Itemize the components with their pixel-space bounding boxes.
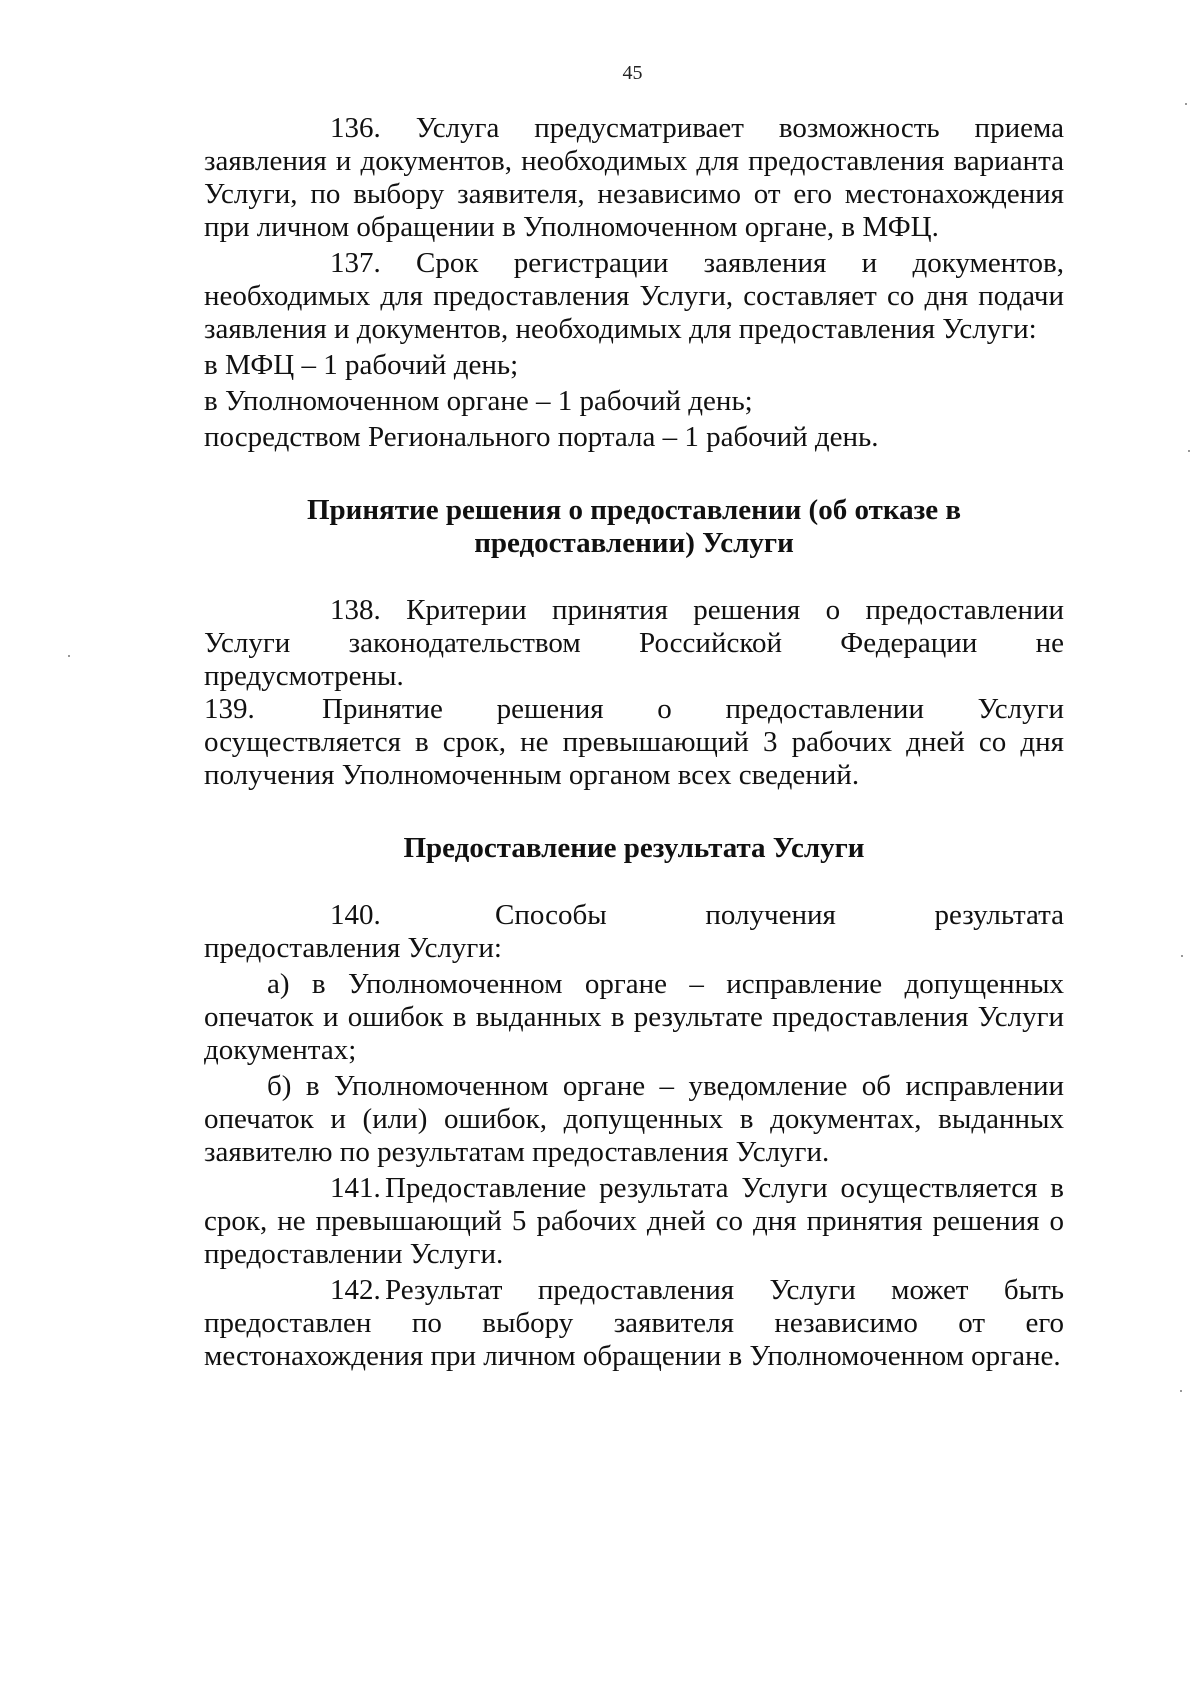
- list-item-portal: посредством Регионального портала – 1 рабочий день.: [204, 421, 879, 453]
- paragraph-number: 137.: [330, 247, 381, 279]
- paragraph-number: 140.: [330, 899, 381, 931]
- paragraph-136: [204, 112, 1064, 244]
- paragraph-138: [204, 594, 1064, 693]
- paragraph-number: 138.: [330, 594, 381, 626]
- paragraph-number: 141.: [330, 1172, 381, 1204]
- scan-speck: [1185, 103, 1187, 105]
- list-item-a: а) в Уполномоченном органе – исправление допущенных опечаток и ошибок в выданных в результате предоставления Услуги документах;: [204, 968, 1064, 1066]
- paragraph-text: Способы получения результата предоставления Услуги:: [204, 899, 1064, 964]
- paragraph-142: [204, 1274, 1064, 1373]
- paragraph-text: Результат предоставления Услуги может быть предоставлен по выбору заявителя независимо от его местонахождения при личном обращении в Уполномоченном органе.: [204, 1274, 1064, 1372]
- scan-speck: [1188, 450, 1190, 452]
- paragraph-text: Предоставление результата Услуги осуществляется в срок, не превышающий 5 рабочих дней со дня принятия решения о предоставлении Услуги.: [204, 1172, 1064, 1270]
- list-item-authority: в Уполномоченном органе – 1 рабочий день;: [204, 385, 753, 417]
- paragraph-number: 142.: [330, 1274, 381, 1306]
- paragraph-number: 136.: [330, 112, 381, 144]
- paragraph-141: [204, 1172, 1064, 1271]
- page-number: 45: [622, 62, 643, 84]
- document-body: [204, 112, 1064, 1373]
- paragraph-text: Принятие решения о предоставлении Услуги осуществляется в срок, не превышающий 3 рабочих дней со дня получения Уполномоченным органом всех сведений.: [204, 693, 1064, 791]
- paragraph-text: Срок регистрации заявления и документов, необходимых для предоставления Услуги, составляет со дня подачи заявления и документов, необходимых для предоставления Услуги:: [204, 247, 1065, 345]
- paragraph-139: [204, 693, 1064, 792]
- scan-speck: [68, 655, 70, 657]
- scan-speck: [1181, 955, 1183, 957]
- list-item-b: б) в Уполномоченном органе – уведомление об исправлении опечаток и (или) ошибок, допущенных в документах, выданных заявителю по результатам предоставления Услуги.: [204, 1070, 1064, 1168]
- scan-speck: [1180, 1390, 1182, 1392]
- paragraph-text: Услуга предусматривает возможность приема заявления и документов, необходимых для предоставления варианта Услуги, по выбору заявителя, независимо от его местонахождения при личном обращении в Уполномоченном органе, в МФЦ.: [204, 112, 1064, 243]
- section-heading-result: Предоставление результата Услуги: [403, 832, 865, 864]
- paragraph-number: 139.: [204, 693, 255, 725]
- paragraph-text: Критерии принятия решения о предоставлении Услуги законодательством Российской Федерации не предусмотрены.: [204, 594, 1064, 692]
- section-heading-decision: Принятие решения о предоставлении (об отказе в предоставлении) Услуги: [306, 494, 962, 559]
- paragraph-140: [204, 899, 1064, 965]
- paragraph-137: [204, 247, 1064, 346]
- list-item-mfc: в МФЦ – 1 рабочий день;: [204, 349, 519, 381]
